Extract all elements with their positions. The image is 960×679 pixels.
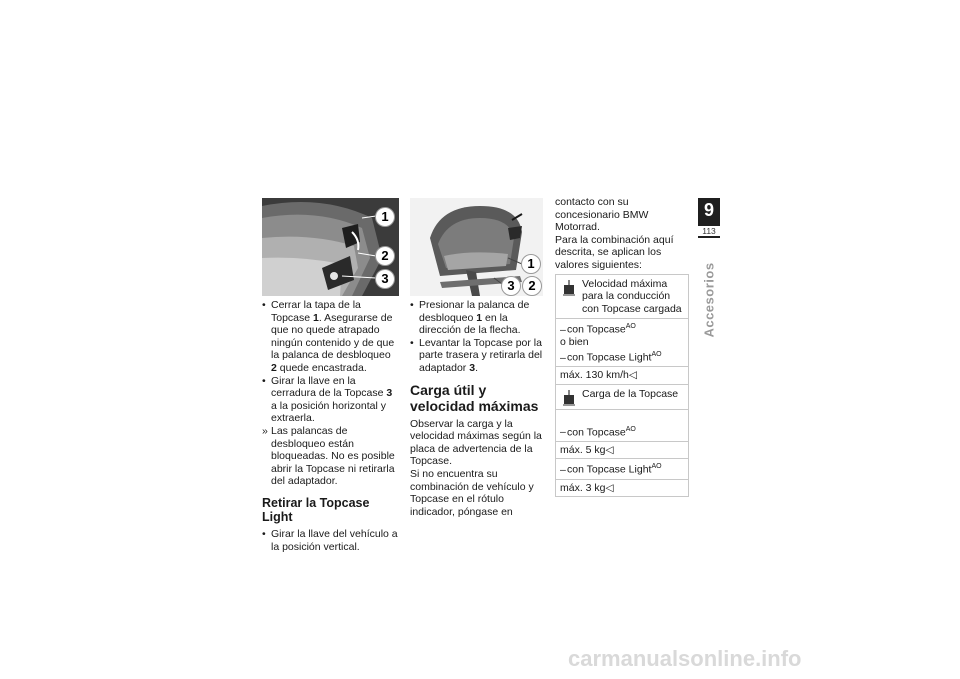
load-value-topcase: máx. 5 kg◁ [556,441,688,459]
max-speed-value: máx. 130 km/h◁ [556,366,688,384]
close-steps-list [262,299,399,488]
list-item: • Cerrar la tapa de la Topcase 1. Asegurarse de que no quede atrapado ningún contenido y de que la palanca de desbloqueo 2 quede encastrada. [262,299,395,374]
callout-3: 3 [375,269,395,289]
paragraph: Observar la carga y la velocidad máximas según la placa de advertencia de la Topcase. [410,417,542,468]
section-side-label: Accesorios [701,262,717,338]
chapter-tab [698,198,720,238]
load-value-topcase-light: máx. 3 kg◁ [556,479,688,497]
list-item: • Levantar la Topcase por la parte trasera y retirarla del adaptador 3. [410,336,543,374]
section-heading: Carga útil y velocidad máximas [410,381,539,414]
callout-1: 1 [375,207,395,227]
box-title: Carga de la Topcase [582,387,679,400]
callout-2: 2 [522,276,542,296]
topcase-removal-photo [410,198,543,296]
box-title: Velocidad máxima para la conducción con Topcase cargada [582,277,682,315]
page-number: 113 [698,226,720,236]
list-item: • Girar la llave en la cerradura de la Topcase 3 a la posición horizontal y extraerla. [262,374,393,425]
column-left [262,198,399,553]
watermark: carmanualsonline.info [568,646,802,671]
max-speed-box: Velocidad máxima para la conducción con Topcase cargada –con Topcase$^{AO}$ o bien –con Topcase Light$^{AO}$ máx. 130 km/h◁ [555,274,689,385]
removal-steps-list [410,299,543,375]
chapter-number: 9 [703,200,714,220]
paragraph: Para la combinación aquí descrita, se aplican los valores siguientes: [555,233,674,271]
topcase-lock-photo [262,198,399,296]
callout-2: 2 [375,246,395,266]
weight-icon [562,280,576,296]
list-item: • Presionar la palanca de desbloqueo 1 en la dirección de la flecha. [410,299,530,337]
list-item-result: » Las palancas de desbloqueo están bloqueadas. No es posible abrir la Topcase ni retirarla del adaptador. [262,424,395,488]
column-middle [410,198,543,518]
callout-1: 1 [521,254,541,274]
column-right [555,196,689,497]
callout-3: 3 [501,276,521,296]
paragraph: Si no encuentra su combinación de vehículo y Topcase en el rótulo indicador, póngase en [410,467,534,518]
list-item: • Girar la llave del vehículo a la posición vertical. [262,527,398,553]
weight-icon [562,390,576,406]
topcase-load-box: Carga de la Topcase –con Topcase$^{AO}$ máx. 5 kg◁ –con Topcase Light$^{AO}$ máx. 3 kg◁ [555,385,689,497]
paragraph: contacto con su concesionario BMW Motorrad. [555,196,649,234]
section-heading: Retirar la Topcase Light [262,495,370,524]
